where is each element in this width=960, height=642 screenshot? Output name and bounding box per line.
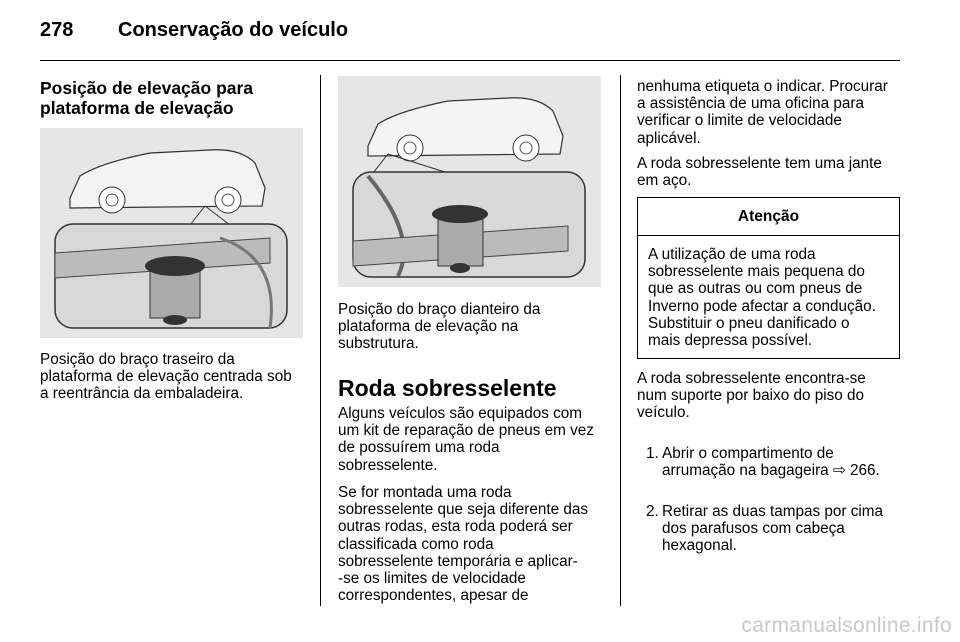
header-rule (40, 60, 900, 61)
column-divider (620, 75, 621, 606)
front-lift-caption: Posição do braço dianteiro da plataforma de elevação na substrutura. (338, 301, 541, 353)
list-item (637, 503, 912, 555)
paragraph: Alguns veículos são equipados com um kit de reparação de pneus em vez de possuírem uma roda sobresselente. (338, 405, 594, 474)
step-number: 2. (646, 502, 659, 520)
step-number: 1. (646, 445, 659, 463)
paragraph: A roda sobresselente encontra-se num suporte por baixo do piso do veículo. (637, 370, 866, 422)
steps-list (637, 428, 912, 578)
column-divider (320, 75, 321, 606)
watermark: carmanualsonline.info (741, 614, 952, 637)
paragraph: Se for montada uma roda sobresselente que seja diferente das outras rodas, esta roda poderá ser classificada como roda sobresselente temporária e aplicar- -se os limites de velocidade correspondentes, apesar de (338, 484, 589, 605)
list-item (637, 445, 912, 479)
section-title-spare-wheel: Roda sobresselente (338, 375, 557, 401)
warning-notice (637, 197, 900, 359)
rear-lift-arm-illustration (40, 128, 303, 338)
page-number: 278 (40, 19, 74, 41)
paragraph: nenhuma etiqueta o indicar. Procurar a assistência de uma oficina para verificar o limite de velocidade aplicável. (637, 78, 888, 147)
step-text: Abrir o compartimento de arrumação na bagageira ⇨ 266. (662, 445, 880, 480)
notice-title: Atenção (638, 198, 899, 236)
front-lift-arm-illustration (338, 76, 601, 287)
step-text: Retirar as duas tampas por cima dos parafusos com cabeça hexagonal. (662, 502, 884, 555)
notice-body: A utilização de uma roda sobresselente mais pequena do que as outras ou com pneus de Inverno pode afectar a condução. Substituir o pneu danificado o mais depressa possível. (648, 246, 876, 350)
paragraph: A roda sobresselente tem uma jante em aço. (637, 155, 882, 190)
rear-lift-caption: Posição do braço traseiro da plataforma de elevação centrada sob a reentrância da embaladeira. (40, 351, 292, 403)
section-heading-lift-points: Posição de elevação para plataforma de elevação (40, 78, 254, 118)
page-title: Conservação do veículo (118, 19, 349, 41)
